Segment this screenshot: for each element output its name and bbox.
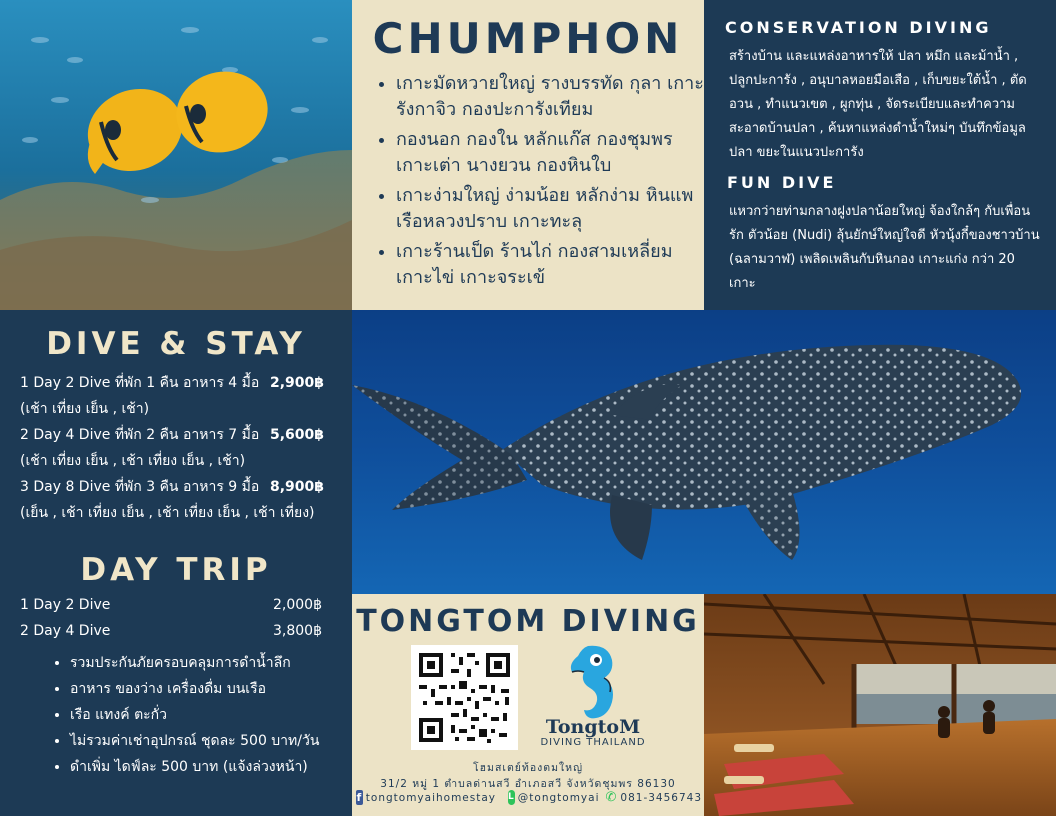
package-price: 2,900฿ xyxy=(269,375,324,391)
line-handle[interactable]: @tongtomyai xyxy=(517,791,600,804)
tongtom-title: TONGTOM DIVING xyxy=(356,604,700,639)
trip-name: 1 Day 2 Dive xyxy=(20,597,111,613)
trip-note: • รวมประกันภัยครอบคลุมการดำน้ำลึก xyxy=(70,650,352,676)
package-line2: (เช้า เที่ยง เย็น , เช้า เที่ยง เย็น , เช้า) xyxy=(20,453,246,469)
package-price: 8,900฿ xyxy=(269,479,324,495)
package-line1: 1 Day 2 Dive ที่พัก 1 คืน อาหาร 4 มื้อ xyxy=(20,375,260,391)
phone-number[interactable]: 081-3456743 xyxy=(620,791,702,804)
package-line2: (เช้า เที่ยง เย็น , เช้า) xyxy=(20,401,150,417)
trip-notes xyxy=(0,650,352,780)
package-price: 5,600฿ xyxy=(269,427,324,443)
package-item xyxy=(20,474,324,526)
phone-icon: ✆ xyxy=(605,790,618,805)
conservation-panel xyxy=(704,0,1056,310)
package-item xyxy=(20,370,324,422)
dive-stay-panel xyxy=(0,310,352,816)
trip-name: 2 Day 4 Dive xyxy=(20,623,111,639)
trip-note: • อาหาร ของว่าง เครื่องดื่ม บนเรือ xyxy=(70,676,352,702)
seahorse-logo xyxy=(538,642,648,754)
fun-dive-title: FUN DIVE xyxy=(727,173,837,192)
facebook-handle[interactable]: tongtomyaihomestay xyxy=(365,791,496,804)
line-icon: L xyxy=(508,790,515,805)
package-item xyxy=(20,422,324,474)
fun-dive-text: แหวกว่ายท่ามกลางฝูงปลาน้อยใหญ่ จ้องใกล้ๆ กับเพื่อนรัก ตัวน้อย (Nudi) ลุ้นยักษ์ใหญ่ใจดี หัวนุ้งกี๋ของชาวบ้าน (ฉลามวาฬ) เพลิดเพลินกับหินกอง เกาะแก่ง กว่า 20 เกาะ xyxy=(729,204,1040,291)
package-line2: (เย็น , เช้า เที่ยง เย็น , เช้า เที่ยง เย็น , เช้า เที่ยง) xyxy=(20,505,315,521)
homestay-hut-art xyxy=(704,594,1056,816)
conservation-title: CONSERVATION DIVING xyxy=(725,18,992,37)
homestay-name: โฮมสเตย์ท้องตมใหญ่ xyxy=(472,762,584,774)
trip-note: • เรือ แทงค์ ตะกั่ว xyxy=(70,702,352,728)
facebook-icon: f xyxy=(356,791,363,804)
whale-shark-art xyxy=(352,310,1056,594)
trip-item xyxy=(20,618,322,644)
island-list xyxy=(352,71,704,291)
whale-shark-photo xyxy=(352,310,1056,594)
qr-code-art xyxy=(411,645,518,750)
qr-code[interactable] xyxy=(411,645,518,750)
day-trip-title: DAY TRIP xyxy=(80,552,272,588)
trip-note: • ไม่รวมค่าเช่าอุปกรณ์ ชุดละ 500 บาท/วัน xyxy=(70,728,352,754)
chumphon-panel xyxy=(352,0,704,310)
trip-price: 2,000฿ xyxy=(273,597,322,613)
butterflyfish-photo xyxy=(0,0,352,310)
trip-item xyxy=(20,592,322,618)
island-item: • เกาะร้านเป็ด ร้านไก่ กองสามเหลี่ยม เกาะไข่ เกาะจระเข้ xyxy=(396,239,704,291)
package-line1: 2 Day 4 Dive ที่พัก 2 คืน อาหาร 7 มื้อ xyxy=(20,427,260,443)
chumphon-title: CHUMPHON xyxy=(372,14,684,63)
logo-subtext: DIVING THAILAND xyxy=(540,737,646,748)
seahorse-icon xyxy=(538,642,648,724)
butterflyfish-photo-art xyxy=(0,0,352,310)
package-line1: 3 Day 8 Dive ที่พัก 3 คืน อาหาร 9 มื้อ xyxy=(20,479,260,495)
trip-price: 3,800฿ xyxy=(273,623,322,639)
island-item: • เกาะมัดหวายใหญ่ รางบรรทัด กุลา เกาะรังกาจิว กองปะการังเทียม xyxy=(396,71,704,123)
trip-note: • ดำเพิ่ม ไดฟ์ละ 500 บาท (แจ้งล่วงหน้า) xyxy=(70,754,352,780)
homestay-hut-photo xyxy=(704,594,1056,816)
island-item: • กองนอก กองใน หลักแก๊ส กองชุมพร เกาะเต่า นางยวน กองหินใบ xyxy=(396,127,704,179)
logo-text: TongtoM xyxy=(545,716,641,738)
dive-stay-title: DIVE & STAY xyxy=(46,326,306,362)
tongtom-panel xyxy=(352,594,704,816)
address: 31/2 หมู่ 1 ตำบลด่านสวี อำเภอสวี จังหวัดชุมพร 86130 xyxy=(380,778,676,790)
conservation-text: สร้างบ้าน และแหล่งอาหารให้ ปลา หมึก และม้าน้ำ , ปลูกปะการัง , อนุบาลหอยมือเสือ , เก็บขยะใต้น้ำ , ตัดอวน , ทำแนวเขต , ผูกทุ่น , จัดระเบียบและทำความสะอาดบ้านปลา , ค้นหาแหล่งดำน้ำใหม่ๆ บันทึกข้อมูลปลา ขยะในแนวปะการัง xyxy=(729,49,1027,160)
contact-row xyxy=(356,790,702,805)
island-item: • เกาะง่ามใหญ่ ง่ามน้อย หลักง่าม หินแพ เรือหลวงปราบ เกาะทะลุ xyxy=(396,183,704,235)
